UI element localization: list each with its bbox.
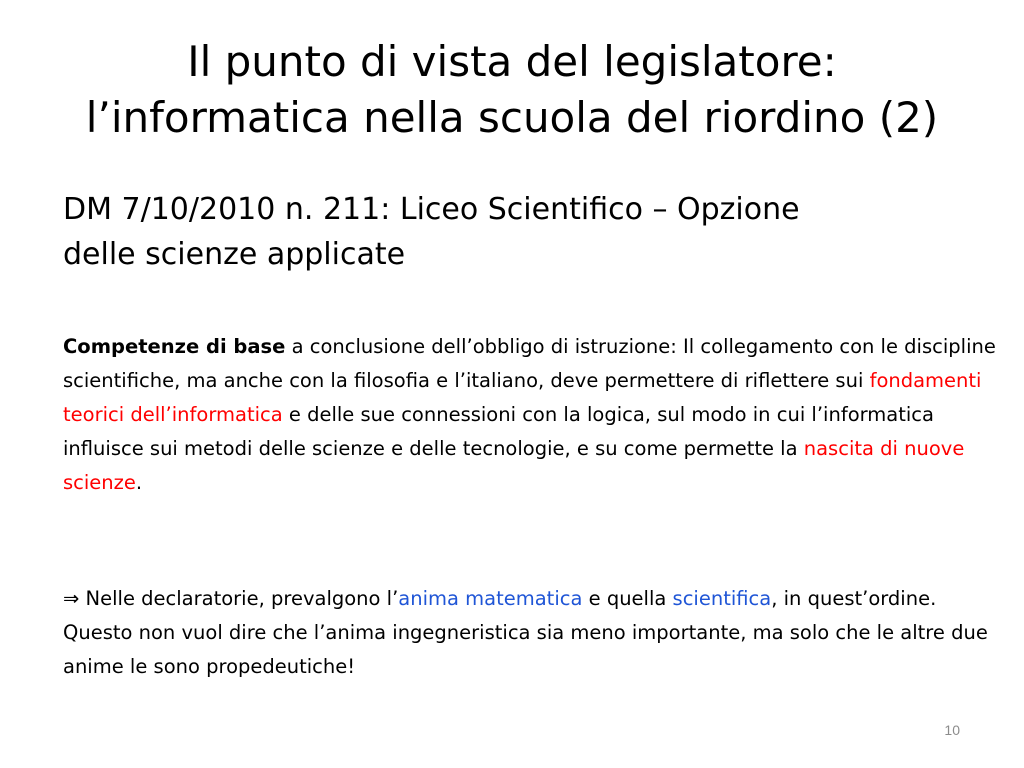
competenze-text-a: a conclusione dell’obbligo di istruzione: Il collegamento con le discipline scientifiche, ma anche con la filosofia e l’italiano, deve permettere di riflettere sui	[63, 335, 996, 392]
slide-subtitle-line-1: DM 7/10/2010 n. 211: Liceo Scientifico – Opzione	[63, 192, 800, 227]
page-number: 10	[944, 722, 960, 738]
highlight-anima-matematica: anima matematica	[398, 587, 583, 610]
slide-title-line-1: Il punto di vista del legislatore:	[187, 37, 837, 86]
slide-subtitle-line-2: delle scienze applicate	[63, 237, 406, 272]
declaratorie-text-a: Nelle declaratorie, prevalgono l’	[79, 587, 399, 610]
slide-title-line-2: l’informatica nella scuola del riordino (2)	[85, 93, 939, 142]
declaratorie-text-c: , in quest’ordine. Questo non vuol dire che l’anima ingegneristica sia meno importante, ma solo che le altre due anime le sono propedeutiche!	[63, 587, 988, 678]
declaratorie-text-b: e quella	[582, 587, 673, 610]
competenze-bold-lead: Competenze di base	[63, 335, 286, 358]
competenze-paragraph	[63, 330, 998, 500]
slide-subtitle	[63, 187, 993, 277]
slide-title	[20, 34, 1004, 146]
declaratorie-paragraph	[63, 582, 998, 684]
competenze-text-c: .	[135, 471, 143, 494]
highlight-scientifica: scientifica	[672, 587, 772, 610]
highlight-fondamenti-teorici: fondamenti teorici dell’informatica	[63, 369, 982, 426]
competenze-text-b: e delle sue connessioni con la logica, sul modo in cui l’informatica influisce sui metodi delle scienze e delle tecnologie, e su come permette la	[63, 403, 934, 460]
highlight-nascita-nuove-scienze: nascita di nuove scienze	[63, 437, 965, 494]
implies-arrow-icon: ⇒	[63, 587, 80, 610]
